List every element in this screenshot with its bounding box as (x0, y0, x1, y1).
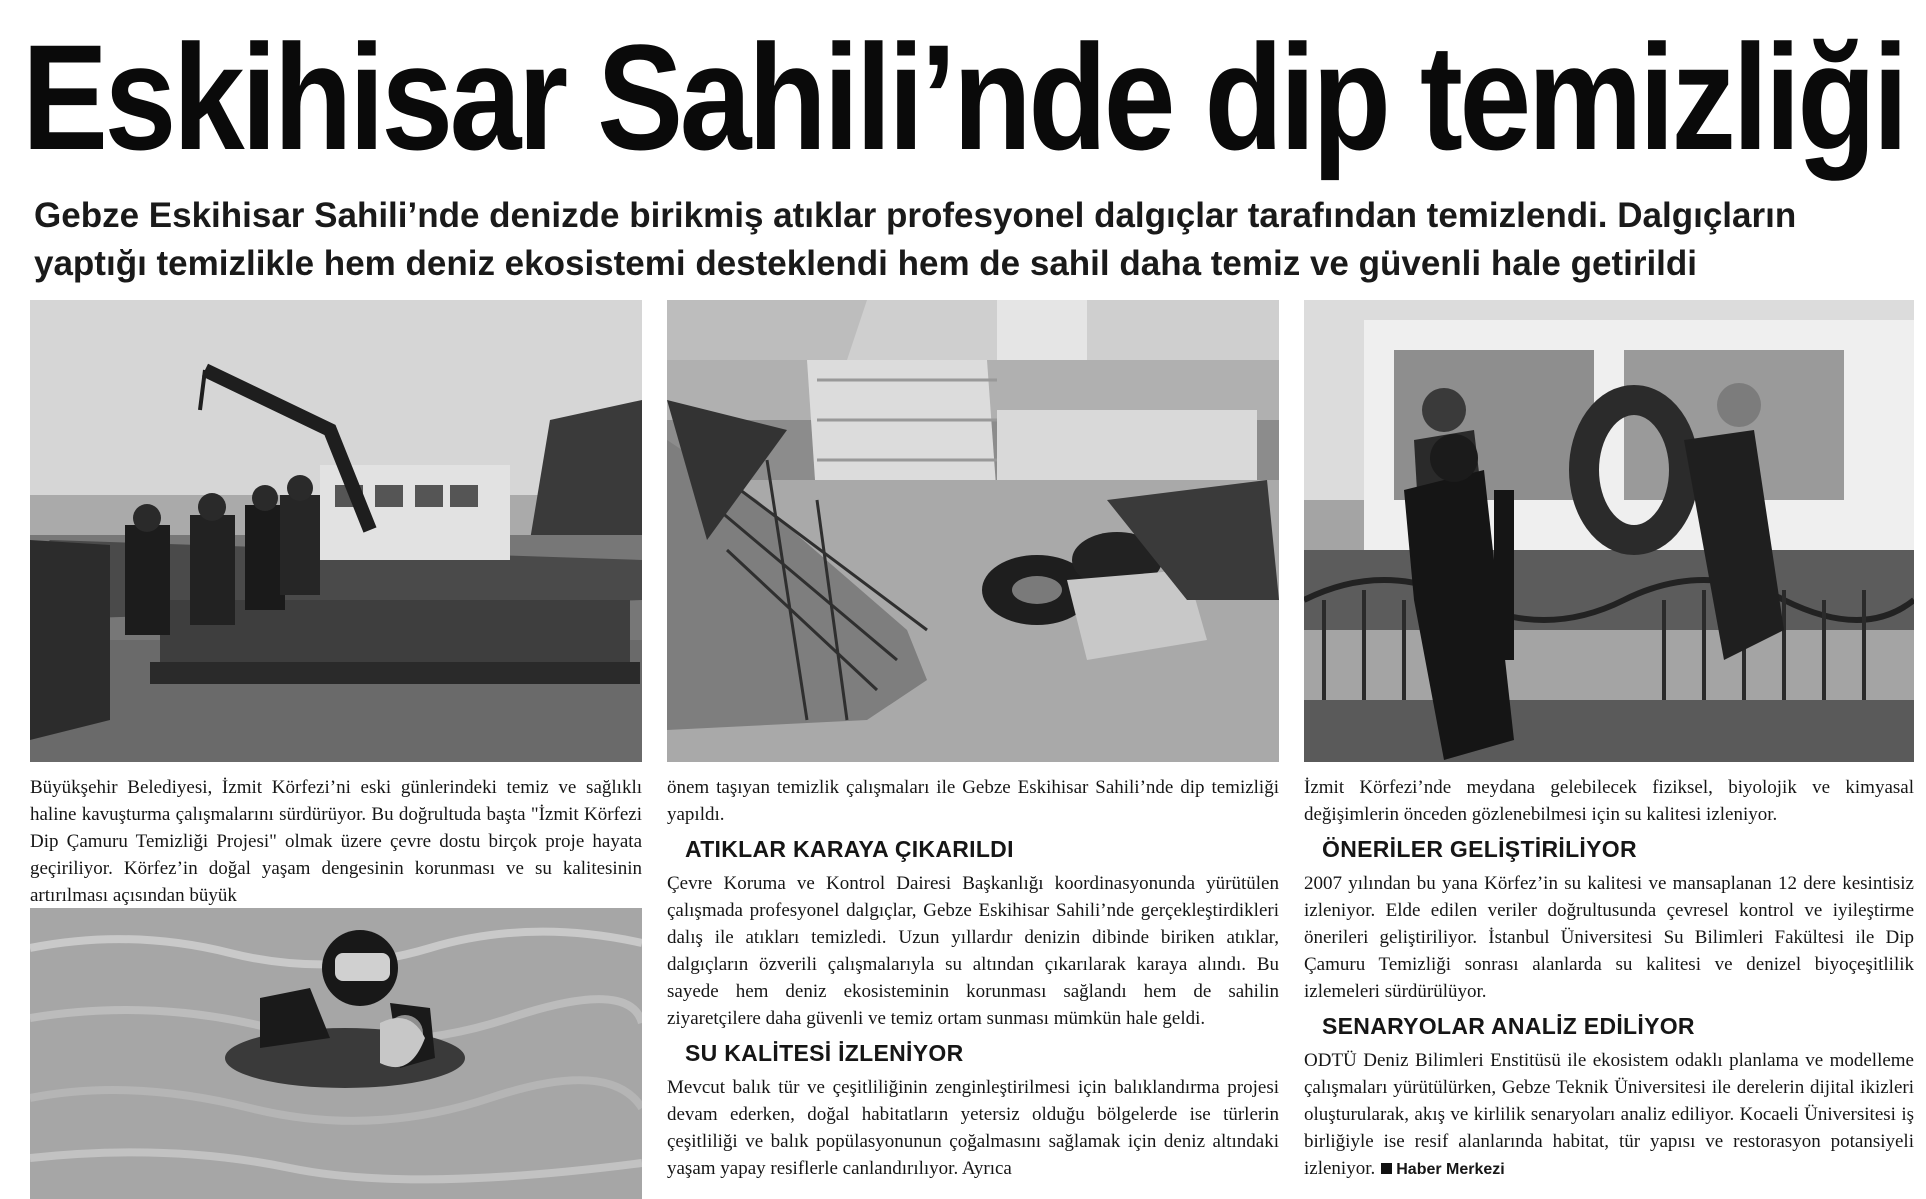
col3-paragraph-3 (1304, 1047, 1914, 1183)
col3-heading-1: ÖNERİLER GELİŞTİRİLİYOR (1322, 836, 1637, 862)
col1-paragraph-1: Büyükşehir Belediyesi, İzmit Körfezi’ni eski günlerindeki temiz ve sağlıklı haline kavuşturma çalışmalarını sürdürüyor. Bu doğrultuda başta "İzmit Körfezi Dip Çamuru Temizliği Projesi" olmak üzere çevre dostu birçok proje hayata geçiriliyor. Körfez’in doğal yaşam dengesinin korunması ve su kalitesinin artırılması açısından büyük (30, 777, 642, 906)
article-column-2 (667, 774, 1279, 1182)
col2-paragraph-3: Mevcut balık tür ve çeşitliliğinin zenginleştirilmesi için balıklandırma projesi devam ederken, doğal habitatların yetersiz olduğu bölgelerde ise türlerin çeşitliliği ve balık popülasyonunun çoğalmasını sağlamak için deniz altındaki yaşam yapay resiflerle canlandırılıyor. Ayrıca (667, 1077, 1279, 1179)
col2-heading-2: SU KALİTESİ İZLENİYOR (685, 1040, 964, 1066)
byline-square-icon (1381, 1163, 1392, 1174)
article-column-1 (30, 774, 642, 909)
headline: Eskihisar Sahili’nde dip temizliği (22, 13, 1906, 181)
col2-paragraph-2: Çevre Koruma ve Kontrol Dairesi Başkanlığı koordinasyonunda yürütülen çalışmada profesyonel dalgıçlar, Gebze Eskihisar Sahili’nde gerçekleştirdikleri dalış ile atıkları temizledi. Uzun yıllardır denizin dibinde biriken atıklar, dalgıçların özverili çalışmalarıyla su altından çıkarılarak karaya alındı. Bu sayede hem deniz ekosisteminin korunması sağlandı hem de sahilin ziyaretçilere daha güvenli ve temiz ortam sunması mümkün hale geldi. (667, 873, 1279, 1029)
byline: Haber Merkezi (1396, 1161, 1505, 1178)
col2-heading-1: ATIKLAR KARAYA ÇIKARILDI (685, 836, 1014, 862)
divers-tire-photo (1304, 300, 1914, 762)
diver-in-water-photo (30, 908, 642, 1199)
article-column-3 (1304, 774, 1914, 1183)
collected-debris-photo (667, 300, 1279, 762)
col3-paragraph-2: 2007 yılından bu yana Körfez’in su kalitesi ve mansaplanan 12 dere kesintisiz izleniyor. Elde edilen veriler doğrultusunda çevresel kontrol ve iyileştirme önerileri geliştiriliyor. İstanbul Üniversitesi Su Bilimleri Fakültesi ile Dip Çamuru Temizliği sonrası alanlarda su kalitesi ve denizel biyoçeşitlilik izlemeleri sürdürülüyor. (1304, 873, 1914, 1002)
col3-paragraph-3-text: ODTÜ Deniz Bilimleri Enstitüsü ile ekosistem odaklı planlama ve modelleme çalışmaları yürütülürken, Gebze Teknik Üniversitesi ile derelerin dijital ikizleri oluşturularak, akış ve kirlilik senaryoları analiz ediliyor. Kocaeli Üniversitesi iş birliğiyle ise resif alanlarında habitat, tür yapısı ve restorasyon potansiyeli izleniyor. (1304, 1050, 1914, 1179)
col3-paragraph-1: İzmit Körfezi’nde meydana gelebilecek fiziksel, biyolojik ve kimyasal değişimlerin önceden gözlenebilmesi için su kalitesi izleniyor. (1304, 777, 1914, 825)
subheadline: Gebze Eskihisar Sahili’nde denizde birikmiş atıklar profesyonel dalgıçlar tarafından temizlendi. Dalgıçların yaptığı temizlikle hem deniz ekosistemi desteklendi hem de sahil daha temiz ve güvenli hale getirildi (34, 196, 1797, 283)
col2-paragraph-1: önem taşıyan temizlik çalışmaları ile Gebze Eskihisar Sahili’nde dip temizliği yapıldı. (667, 777, 1279, 825)
boat-crane-photo (30, 300, 642, 762)
col3-heading-2: SENARYOLAR ANALİZ EDİLİYOR (1322, 1013, 1695, 1039)
